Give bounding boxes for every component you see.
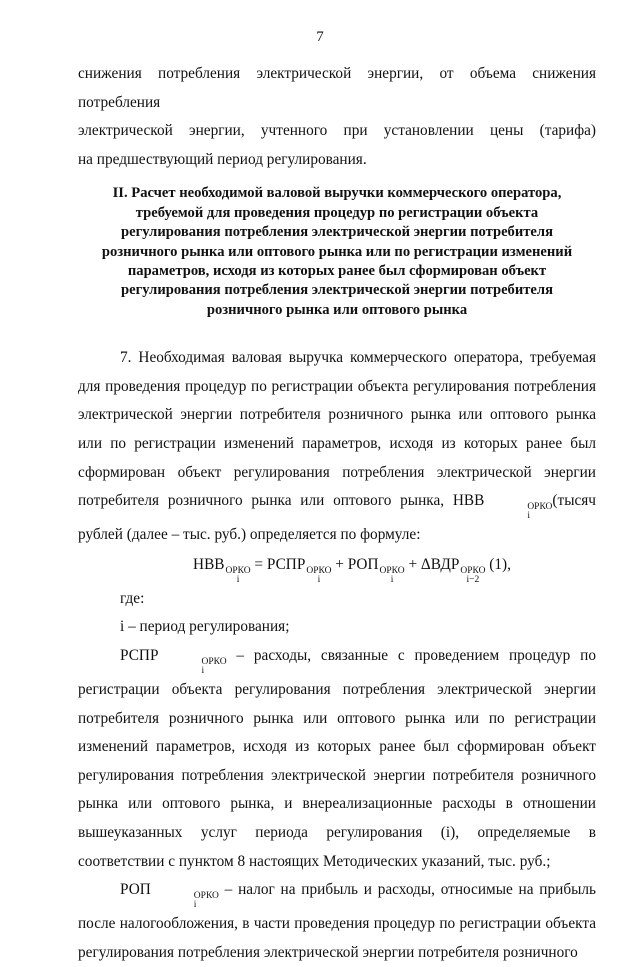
document-body	[78, 60, 596, 967]
heading-line-5: параметров, исходя из которых ранее был сформирован объект	[127, 263, 547, 279]
i-definition: i – период регулирования;	[120, 618, 290, 636]
paragraph-7-text: 7. Необходимая валовая выручка коммерческого оператора, требуемая для проведения процедур по регистрации объекта регулирования потребления электрической энергии потребителя розничного рынка или оптового рынка или по регистрации изменений параметров, исходя из которых ранее был сформирован объект регулирования потребления электрической энергии потребителя розничного рынка или оптового рынка,	[78, 349, 596, 510]
heading-line-1: II. Расчет необходимой валовой выручки коммерческого оператора,	[112, 185, 562, 202]
paragraph-7-tail: (тысяч рублей (далее – тыс. руб.) определяется по формуле:	[78, 492, 596, 544]
section-heading	[78, 184, 596, 320]
formula-1: НВВ ОРКО i = РСПР ОРКО i + РОП ОРКО i + ΔВДР ОРКО i−2 (1),	[193, 555, 511, 585]
page-number: 7	[316, 29, 324, 45]
where-label: где:	[120, 589, 145, 607]
heading-line-7: розничного рынка или оптового рынка	[206, 301, 468, 318]
paragraph-7	[78, 344, 596, 550]
rop-symbol: РОП ОРКО i	[120, 881, 219, 911]
heading-line-2: требуемой для проведения процедур по регистрации объекта	[135, 204, 539, 221]
intro-line-2: электрической энергии, учтенного при установлении цены (тарифа)	[78, 122, 596, 140]
heading-line-3: регулирования потребления электрической энергии потребителя	[121, 224, 553, 241]
nvv-symbol: НВВ ОРКО i	[452, 492, 553, 522]
intro-line-1: снижения потребления электрической энергии, от объема снижения потребления	[78, 65, 596, 111]
rop-definition: РОП ОРКО i – налог на прибыль и расходы, относимые на прибыль после налогообложения, в части проведения процедур по регистрации объекта регулирования потребления электрической энергии потребителя розничного	[78, 881, 596, 961]
intro-line-3: на предшествующий период регулирования.	[78, 150, 367, 168]
heading-line-6: регулирования потребления электрической энергии потребителя	[121, 282, 553, 299]
rspr-definition: РСПР ОРКО i – расходы, связанные с проведением процедур по регистрации объекта регулирования потребления электрической энергии потребителя розничного рынка или оптового рынка или по регистрации изменений параметров, исходя из которых ранее был сформирован объект регулирования потребления электрической энергии потребителя розничного рынка или оптового рынка, и внереализационные расходы в отношении вышеуказанных услуг периода регулирования (i), определяемые в соответствии с пунктом 8 настоящих Методических указаний, тыс. руб.;	[78, 646, 596, 870]
rspr-symbol: РСПР ОРКО i	[120, 646, 227, 676]
heading-line-4: розничного рынка или оптового рынка или по регистрации изменений	[101, 243, 573, 260]
